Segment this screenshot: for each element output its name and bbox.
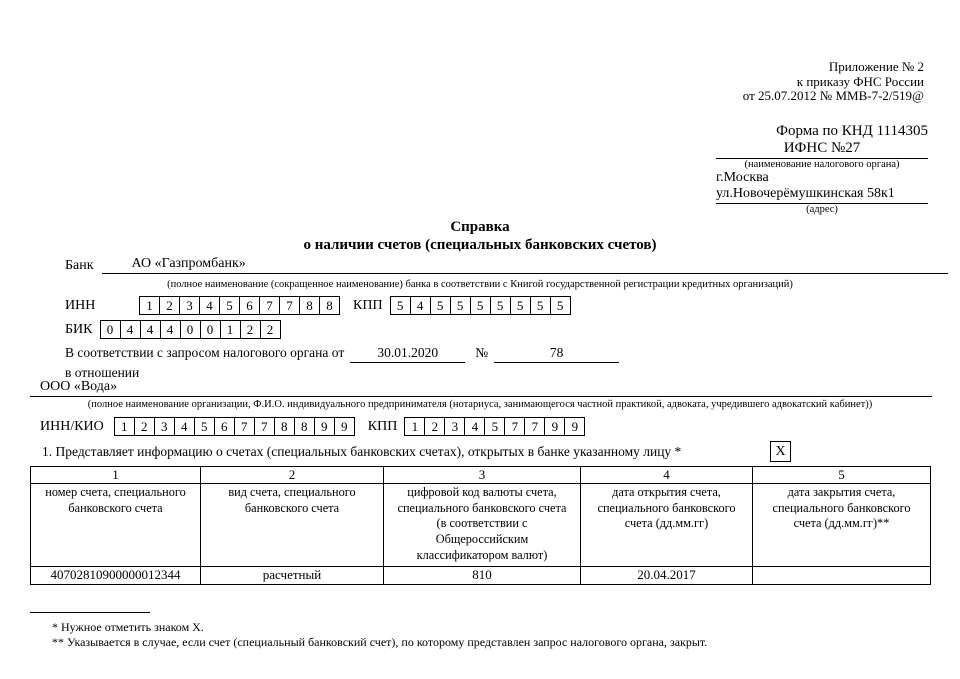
currency-code-cell: 810 <box>384 566 581 584</box>
column-number: 1 <box>31 467 201 484</box>
kpp2-cells <box>405 417 585 436</box>
digit-cell: 7 <box>259 296 280 315</box>
digit-cell: 9 <box>564 417 585 436</box>
footnote-1: * Нужное отметить знаком X. <box>52 620 204 634</box>
inn-kio-cells <box>115 417 355 436</box>
close-date-cell <box>753 566 931 584</box>
table-row <box>31 566 931 584</box>
digit-cell: 9 <box>544 417 565 436</box>
appendix-line: к приказу ФНС России <box>796 73 924 89</box>
digit-cell: 0 <box>200 320 221 339</box>
digit-cell: 3 <box>444 417 465 436</box>
appendix-line: от 25.07.2012 № ММВ-7-2/519@ <box>742 88 924 103</box>
digit-cell: 9 <box>334 417 355 436</box>
title-line-2: о наличии счетов (специальных банковских счетов) <box>303 237 657 253</box>
column-number: 2 <box>201 467 384 484</box>
column-header-row <box>31 484 931 567</box>
footnote-rule <box>30 612 150 613</box>
tax-authority-name: ИФНС №27 <box>716 140 928 159</box>
digit-cell: 5 <box>194 417 215 436</box>
inn-label: ИНН <box>65 297 96 313</box>
bank-label: Банк <box>65 258 94 273</box>
footnote-2: ** Указывается в случае, если счет (специальный банковский счет), по которому представлен запрос налогового органа, закрыт. <box>52 634 708 649</box>
digit-cell: 8 <box>319 296 340 315</box>
subject-name-field <box>30 379 932 397</box>
digit-cell: 4 <box>410 296 431 315</box>
account-number-cell: 40702810900000012344 <box>31 566 201 584</box>
digit-cell: 5 <box>490 296 511 315</box>
digit-cell: 5 <box>550 296 571 315</box>
digit-cell: 2 <box>240 320 261 339</box>
subject-name: ООО «Вода» <box>40 379 118 394</box>
title-line-1: Справка <box>450 219 510 235</box>
digit-cell: 8 <box>299 296 320 315</box>
digit-cell: 9 <box>314 417 335 436</box>
digit-cell: 2 <box>134 417 155 436</box>
column-number: 5 <box>753 467 931 484</box>
digit-cell: 1 <box>139 296 160 315</box>
digit-cell: 7 <box>524 417 545 436</box>
digit-cell: 2 <box>424 417 445 436</box>
column-header: цифровой код валюты счета, специального банковского счета (в соответствии с Общероссийским классификатором валют) <box>384 484 581 567</box>
bank-name: АО «Газпромбанк» <box>131 256 246 271</box>
digit-cell: 5 <box>450 296 471 315</box>
bank-name-field <box>102 256 948 274</box>
statement-text: 1. Представляет информацию о счетах (специальных банковских счетах), открытых в банке указанному лицу * <box>42 444 682 459</box>
bank-caption: (полное наименование (сокращенное наименование) банка в соответствии с Книгой государственной регистрации кредитных организаций) <box>167 279 793 290</box>
column-number: 4 <box>581 467 753 484</box>
address-street: ул.Новочерёмушкинская 58к1 <box>716 186 928 204</box>
tax-authority-caption: (наименование налогового органа) <box>744 159 900 170</box>
column-header: номер счета, специального банковского счета <box>31 484 201 567</box>
digit-cell: 5 <box>484 417 505 436</box>
digit-cell: 6 <box>214 417 235 436</box>
digit-cell: 3 <box>154 417 175 436</box>
inn-cells <box>140 296 340 315</box>
request-line <box>65 345 619 363</box>
column-number: 3 <box>384 467 581 484</box>
bik-cells <box>101 320 281 339</box>
inn-kio-label: ИНН/КИО <box>40 418 104 434</box>
digit-cell: 4 <box>199 296 220 315</box>
digit-cell: 1 <box>114 417 135 436</box>
kpp-cells <box>391 296 571 315</box>
digit-cell: 4 <box>464 417 485 436</box>
digit-cell: 1 <box>220 320 241 339</box>
digit-cell: 2 <box>260 320 281 339</box>
form-code: Форма по КНД 1114305 <box>776 123 928 139</box>
request-no-sign: № <box>475 345 489 360</box>
open-date-cell: 20.04.2017 <box>581 566 753 584</box>
digit-cell: 4 <box>160 320 181 339</box>
digit-cell: 6 <box>239 296 260 315</box>
subject-inn-kpp-row <box>40 417 585 436</box>
form-header-block <box>716 123 928 215</box>
digit-cell: 5 <box>430 296 451 315</box>
regarding-label: в отношении <box>65 365 140 380</box>
appendix-block <box>743 60 924 104</box>
address-city: г.Москва <box>716 170 769 185</box>
kpp2-label: КПП <box>367 418 398 434</box>
digit-cell: 5 <box>390 296 411 315</box>
digit-cell: 7 <box>504 417 525 436</box>
request-prefix: В соответствии с запросом налогового органа от <box>65 345 345 360</box>
digit-cell: 5 <box>510 296 531 315</box>
digit-cell: 4 <box>140 320 161 339</box>
footnotes-block <box>52 620 707 649</box>
column-header: вид счета, специального банковского счета <box>201 484 384 567</box>
digit-cell: 1 <box>404 417 425 436</box>
request-number-field: 78 <box>494 345 619 363</box>
bank-line <box>65 256 948 274</box>
digit-cell: 0 <box>180 320 201 339</box>
digit-cell: 4 <box>174 417 195 436</box>
digit-cell: 5 <box>219 296 240 315</box>
kpp-label: КПП <box>353 297 383 313</box>
accounts-table <box>30 466 931 585</box>
bik-row <box>65 320 281 339</box>
digit-cell: 3 <box>179 296 200 315</box>
bank-inn-kpp-row <box>65 296 571 315</box>
account-type-cell: расчетный <box>201 566 384 584</box>
digit-cell: 0 <box>100 320 121 339</box>
digit-cell: 8 <box>294 417 315 436</box>
subject-caption: (полное наименование организации, Ф.И.О. индивидуального предпринимателя (нотариуса, занимающегося частной практикой, адвоката, учредившего адвокатский кабинет)) <box>87 399 873 410</box>
address-caption: (адрес) <box>806 204 838 215</box>
column-header: дата открытия счета, специального банковского счета (дд.мм.гг) <box>581 484 753 567</box>
digit-cell: 8 <box>274 417 295 436</box>
digit-cell: 2 <box>159 296 180 315</box>
digit-cell: 7 <box>279 296 300 315</box>
digit-cell: 7 <box>234 417 255 436</box>
document-title <box>0 218 960 254</box>
column-number-row <box>31 467 931 484</box>
appendix-line: Приложение № 2 <box>828 59 924 74</box>
digit-cell: 5 <box>530 296 551 315</box>
statement-checkbox: X <box>770 441 791 462</box>
bik-label: БИК <box>65 321 93 337</box>
digit-cell: 7 <box>254 417 275 436</box>
column-header: дата закрытия счета, специального банковского счета (дд.мм.гг)** <box>753 484 931 567</box>
digit-cell: 5 <box>470 296 491 315</box>
request-date-field: 30.01.2020 <box>350 345 465 363</box>
digit-cell: 4 <box>120 320 141 339</box>
